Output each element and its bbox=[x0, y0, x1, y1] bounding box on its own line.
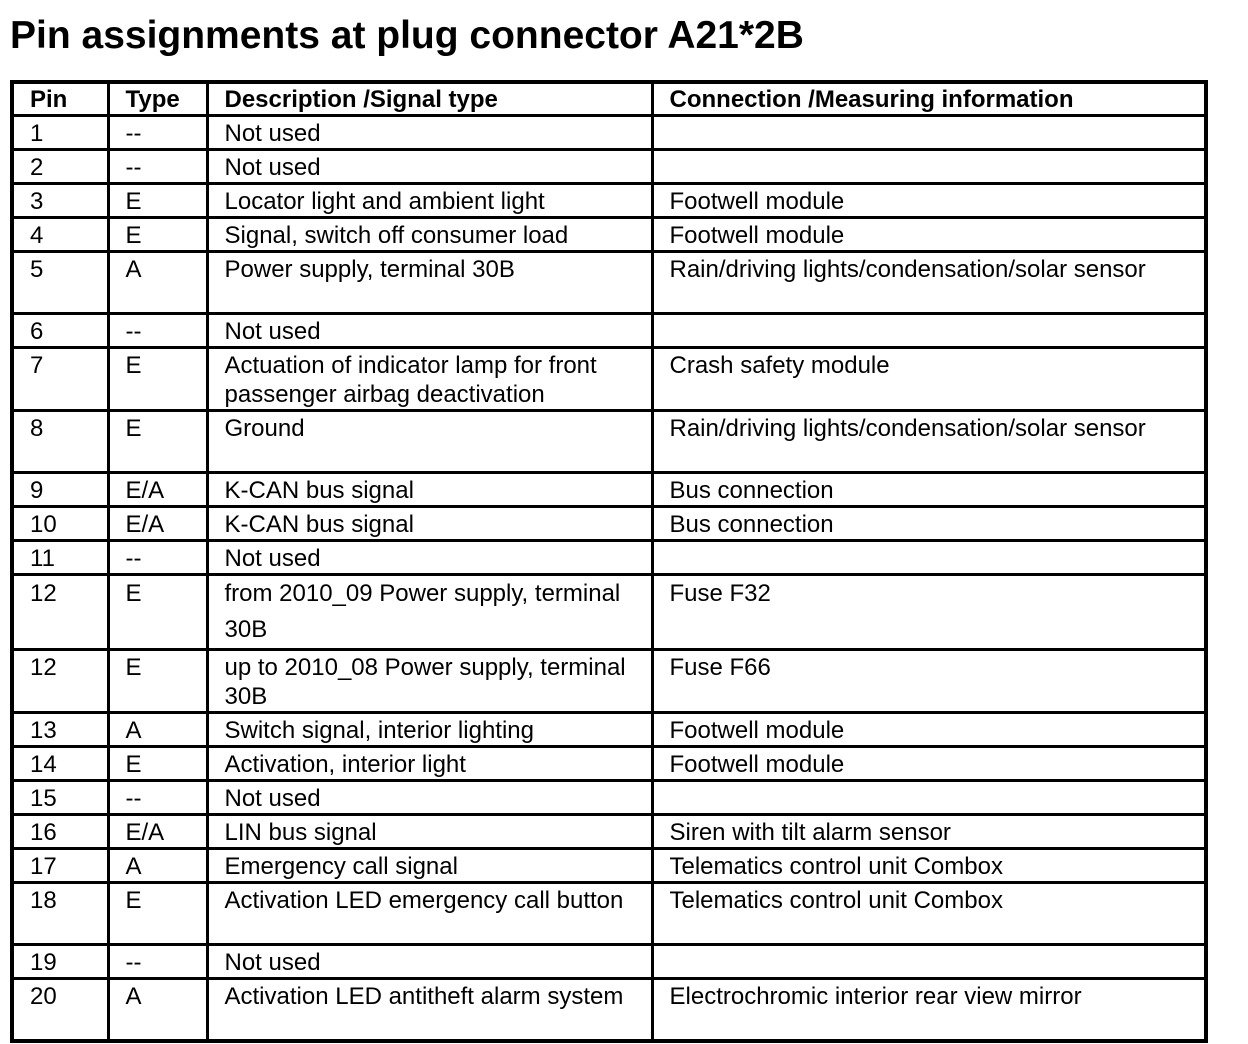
connection-cell: Footwell module bbox=[652, 713, 1206, 747]
type-cell: -- bbox=[108, 116, 207, 150]
table-row bbox=[12, 713, 1206, 747]
type-cell: -- bbox=[108, 150, 207, 184]
description-cell: Activation LED emergency call button bbox=[207, 883, 652, 945]
pin-cell: 16 bbox=[12, 815, 108, 849]
pin-cell: 7 bbox=[12, 348, 108, 411]
table-row bbox=[12, 473, 1206, 507]
pin-cell: 18 bbox=[12, 883, 108, 945]
description-cell: Not used bbox=[207, 150, 652, 184]
type-cell: E/A bbox=[108, 507, 207, 541]
description-cell: Switch signal, interior lighting bbox=[207, 713, 652, 747]
connection-cell: Rain/driving lights/condensation/solar sensor bbox=[652, 252, 1206, 314]
pin-cell: 12 bbox=[12, 650, 108, 713]
pin-cell: 1 bbox=[12, 116, 108, 150]
type-cell: A bbox=[108, 979, 207, 1042]
connection-cell: Footwell module bbox=[652, 747, 1206, 781]
table-row bbox=[12, 815, 1206, 849]
type-cell: -- bbox=[108, 945, 207, 979]
type-cell: E bbox=[108, 747, 207, 781]
pin-cell: 5 bbox=[12, 252, 108, 314]
table-row bbox=[12, 945, 1206, 979]
type-cell: A bbox=[108, 252, 207, 314]
description-cell: Not used bbox=[207, 541, 652, 575]
pin-cell: 12 bbox=[12, 575, 108, 650]
description-cell: Signal, switch off consumer load bbox=[207, 218, 652, 252]
type-cell: A bbox=[108, 713, 207, 747]
connection-cell: Telematics control unit Combox bbox=[652, 849, 1206, 883]
header-connection: Connection /Measuring information bbox=[652, 82, 1206, 116]
connection-cell: Footwell module bbox=[652, 184, 1206, 218]
table-header-row bbox=[12, 82, 1206, 116]
description-cell: Locator light and ambient light bbox=[207, 184, 652, 218]
pin-cell: 4 bbox=[12, 218, 108, 252]
connection-cell bbox=[652, 150, 1206, 184]
type-cell: E bbox=[108, 575, 207, 650]
type-cell: E bbox=[108, 883, 207, 945]
table-row bbox=[12, 150, 1206, 184]
table-row bbox=[12, 979, 1206, 1042]
page-title: Pin assignments at plug connector A21*2B bbox=[10, 14, 804, 57]
table-row bbox=[12, 781, 1206, 815]
header-type: Type bbox=[108, 82, 207, 116]
connection-cell: Bus connection bbox=[652, 473, 1206, 507]
table-row bbox=[12, 507, 1206, 541]
description-cell: LIN bus signal bbox=[207, 815, 652, 849]
connection-cell: Rain/driving lights/condensation/solar sensor bbox=[652, 411, 1206, 473]
description-cell: up to 2010_08 Power supply, terminal 30B bbox=[207, 650, 652, 713]
connection-cell: Crash safety module bbox=[652, 348, 1206, 411]
table-row bbox=[12, 650, 1206, 713]
table-row bbox=[12, 849, 1206, 883]
type-cell: -- bbox=[108, 781, 207, 815]
description-cell: Power supply, terminal 30B bbox=[207, 252, 652, 314]
pin-cell: 3 bbox=[12, 184, 108, 218]
description-cell: Activation LED antitheft alarm system bbox=[207, 979, 652, 1042]
type-cell: -- bbox=[108, 314, 207, 348]
table-row bbox=[12, 575, 1206, 650]
description-cell: Actuation of indicator lamp for front passenger airbag deactivation bbox=[207, 348, 652, 411]
description-cell: Not used bbox=[207, 314, 652, 348]
description-cell: Not used bbox=[207, 945, 652, 979]
connection-cell bbox=[652, 945, 1206, 979]
type-cell: E/A bbox=[108, 473, 207, 507]
description-cell: Activation, interior light bbox=[207, 747, 652, 781]
pin-cell: 9 bbox=[12, 473, 108, 507]
connection-cell: Footwell module bbox=[652, 218, 1206, 252]
description-cell: Ground bbox=[207, 411, 652, 473]
description-cell: Not used bbox=[207, 116, 652, 150]
table-row bbox=[12, 116, 1206, 150]
table-row bbox=[12, 541, 1206, 575]
type-cell: E bbox=[108, 184, 207, 218]
connection-cell: Fuse F66 bbox=[652, 650, 1206, 713]
description-cell: K-CAN bus signal bbox=[207, 473, 652, 507]
connection-cell bbox=[652, 541, 1206, 575]
description-cell: Not used bbox=[207, 781, 652, 815]
description-cell: K-CAN bus signal bbox=[207, 507, 652, 541]
pin-cell: 19 bbox=[12, 945, 108, 979]
pin-cell: 6 bbox=[12, 314, 108, 348]
type-cell: E bbox=[108, 650, 207, 713]
table-row bbox=[12, 411, 1206, 473]
description-cell: from 2010_09 Power supply, terminal 30B bbox=[207, 575, 652, 650]
connection-cell: Fuse F32 bbox=[652, 575, 1206, 650]
type-cell: E bbox=[108, 411, 207, 473]
table-row bbox=[12, 314, 1206, 348]
table-row bbox=[12, 184, 1206, 218]
connection-cell bbox=[652, 314, 1206, 348]
pin-cell: 11 bbox=[12, 541, 108, 575]
connection-cell: Bus connection bbox=[652, 507, 1206, 541]
type-cell: E bbox=[108, 218, 207, 252]
table-row bbox=[12, 252, 1206, 314]
table-row bbox=[12, 883, 1206, 945]
pin-cell: 14 bbox=[12, 747, 108, 781]
pin-cell: 10 bbox=[12, 507, 108, 541]
table-row bbox=[12, 348, 1206, 411]
type-cell: -- bbox=[108, 541, 207, 575]
table-row bbox=[12, 218, 1206, 252]
description-cell: Emergency call signal bbox=[207, 849, 652, 883]
connection-cell bbox=[652, 116, 1206, 150]
connection-cell: Telematics control unit Combox bbox=[652, 883, 1206, 945]
type-cell: E/A bbox=[108, 815, 207, 849]
connection-cell bbox=[652, 781, 1206, 815]
pin-cell: 13 bbox=[12, 713, 108, 747]
pin-assignment-table bbox=[10, 80, 1208, 1043]
pin-cell: 15 bbox=[12, 781, 108, 815]
header-pin: Pin bbox=[12, 82, 108, 116]
connection-cell: Electrochromic interior rear view mirror bbox=[652, 979, 1206, 1042]
pin-cell: 2 bbox=[12, 150, 108, 184]
pin-cell: 17 bbox=[12, 849, 108, 883]
header-description: Description /Signal type bbox=[207, 82, 652, 116]
pin-cell: 8 bbox=[12, 411, 108, 473]
table-row bbox=[12, 747, 1206, 781]
pin-cell: 20 bbox=[12, 979, 108, 1042]
type-cell: A bbox=[108, 849, 207, 883]
connection-cell: Siren with tilt alarm sensor bbox=[652, 815, 1206, 849]
type-cell: E bbox=[108, 348, 207, 411]
